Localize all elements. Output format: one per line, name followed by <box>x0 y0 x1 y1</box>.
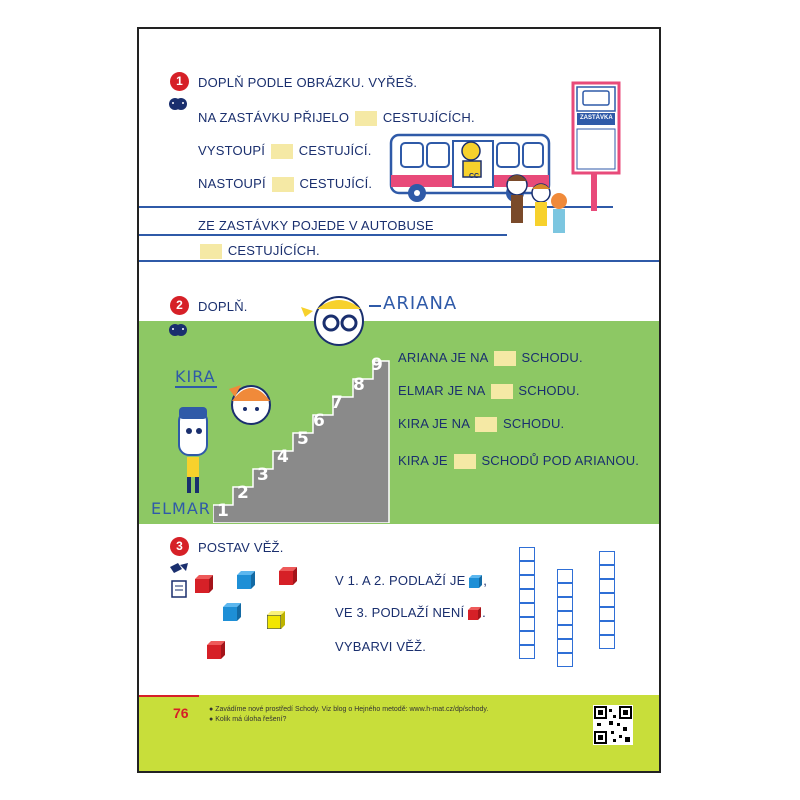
theatre-masks-icon <box>168 323 188 337</box>
footer-accent-line <box>139 695 199 697</box>
step-number: 5 <box>297 429 309 449</box>
answer-blank[interactable] <box>271 144 293 159</box>
task-1-number: 1 <box>170 72 189 91</box>
kira-character <box>221 371 281 431</box>
blue-cube-icon <box>223 603 241 621</box>
question-end: SCHODŮ POD ARIANOU. <box>481 453 640 468</box>
tower-cell[interactable] <box>599 635 615 649</box>
bus-badge: CC <box>469 173 480 180</box>
task-1-line-5 <box>198 243 320 259</box>
task-1-line-5-end: CESTUJÍCÍCH. <box>227 243 320 258</box>
question-start: KIRA JE NA <box>398 416 470 431</box>
step-number: 7 <box>331 393 343 413</box>
task-1-line-4: ZE ZASTÁVKY POJEDE V AUTOBUSE <box>198 218 434 233</box>
tower-cell[interactable] <box>599 565 615 579</box>
task-3-line-1-end: , <box>483 573 488 588</box>
task-1-line-3 <box>198 176 372 192</box>
red-cube-icon <box>207 641 225 659</box>
tower-cell[interactable] <box>519 603 535 617</box>
tower-cell[interactable] <box>519 561 535 575</box>
page-number: 76 <box>173 705 189 721</box>
answer-blank[interactable] <box>272 177 294 192</box>
task-1-line-2 <box>198 143 372 159</box>
qr-code-icon[interactable] <box>593 705 633 745</box>
bus-stop-sign <box>569 79 625 214</box>
step-number: 9 <box>371 355 383 375</box>
tower-cell[interactable] <box>557 611 573 625</box>
task-2-question-4 <box>398 453 639 469</box>
task-3-number: 3 <box>170 537 189 556</box>
theatre-masks-icon <box>168 97 188 111</box>
task-2-question-3 <box>398 416 564 432</box>
tower-cell[interactable] <box>519 617 535 631</box>
footer-note-1-text: Zavádíme nové prostředí Schody. Viz blog o Hejného metodě: www.h-mat.cz/dp/schody. <box>215 706 489 713</box>
tower-cell[interactable] <box>519 589 535 603</box>
tower-cell[interactable] <box>599 551 615 565</box>
label-elmar: ELMAR <box>151 499 211 518</box>
tower-cell[interactable] <box>599 607 615 621</box>
step-number: 4 <box>277 447 289 467</box>
task-1-line-2-end: CESTUJÍCÍ. <box>298 143 372 158</box>
task-1-title: DOPLŇ PODLE OBRÁZKU. VYŘEŠ. <box>198 75 418 90</box>
task-3-line-2-start: VE 3. PODLAŽÍ NENÍ <box>335 605 465 620</box>
tower-cell[interactable] <box>599 621 615 635</box>
tower-cell[interactable] <box>519 645 535 659</box>
task-3-line-3: VYBARVI VĚŽ. <box>335 639 427 654</box>
red-cube-icon <box>468 607 482 621</box>
question-start: KIRA JE <box>398 453 448 468</box>
footer-note-1: ● Zavádíme nové prostředí Schody. Viz blog o Hejného metodě: www.h-mat.cz/dp/schody. <box>209 706 489 713</box>
arrow-ariana <box>369 305 381 307</box>
task-1-line-3-end: CESTUJÍCÍ. <box>299 176 373 191</box>
road-line-bottom <box>139 260 659 262</box>
tower-cell[interactable] <box>519 631 535 645</box>
bus-stop-label: ZASTÁVKA <box>580 115 613 121</box>
tower-cell[interactable] <box>557 639 573 653</box>
road-line-middle <box>139 234 507 236</box>
elmar-character <box>169 401 223 501</box>
tower-cell[interactable] <box>519 547 535 561</box>
answer-blank[interactable] <box>494 351 516 366</box>
task-2-number: 2 <box>170 296 189 315</box>
step-number: 3 <box>257 465 269 485</box>
yellow-cube-icon <box>267 611 285 629</box>
task-2-title: DOPLŇ. <box>198 299 248 314</box>
question-start: ELMAR JE NA <box>398 383 485 398</box>
tower-cell[interactable] <box>557 583 573 597</box>
task-2-question-1 <box>398 350 583 366</box>
task-3-line-1 <box>335 573 487 589</box>
task-3-line-2 <box>335 605 486 621</box>
ariana-character <box>299 287 389 357</box>
tower-cell[interactable] <box>557 625 573 639</box>
arrow-kira <box>175 386 217 388</box>
task-1-line-1-end: CESTUJÍCÍCH. <box>382 110 475 125</box>
step-number: 1 <box>217 501 229 521</box>
red-cube-icon <box>279 567 297 585</box>
task-3-line-1-start: V 1. A 2. PODLAŽÍ JE <box>335 573 466 588</box>
label-ariana: ARIANA <box>383 293 458 314</box>
step-number: 2 <box>237 483 249 503</box>
task-3-line-2-end: . <box>482 605 486 620</box>
answer-blank[interactable] <box>355 111 377 126</box>
answer-blank[interactable] <box>454 454 476 469</box>
step-number: 6 <box>313 411 325 431</box>
question-end: SCHODU. <box>518 383 580 398</box>
tower-cell[interactable] <box>557 653 573 667</box>
question-start: ARIANA JE NA <box>398 350 488 365</box>
build-and-draw-icon <box>168 561 190 601</box>
workbook-page <box>137 27 661 773</box>
tower-cell[interactable] <box>519 575 535 589</box>
task-1-line-1 <box>198 110 475 126</box>
question-end: SCHODU. <box>503 416 565 431</box>
waiting-passengers-illustration <box>499 169 569 254</box>
answer-blank[interactable] <box>475 417 497 432</box>
task-2-question-2 <box>398 383 580 399</box>
task-1-line-3-start: NASTOUPÍ <box>198 176 266 191</box>
tower-cell[interactable] <box>557 597 573 611</box>
task-1-line-2-start: VYSTOUPÍ <box>198 143 266 158</box>
footer-note-2: ● Kolik má úloha řešení? <box>209 716 287 723</box>
question-end: SCHODU. <box>521 350 583 365</box>
footer-note-2-text: Kolik má úloha řešení? <box>215 716 287 723</box>
answer-blank[interactable] <box>491 384 513 399</box>
label-kira: KIRA <box>175 367 216 386</box>
tower-cell[interactable] <box>599 579 615 593</box>
task-3-title: POSTAV VĚŽ. <box>198 540 284 555</box>
blue-cube-icon <box>237 571 255 589</box>
step-number: 8 <box>353 375 365 395</box>
tower-cell[interactable] <box>557 569 573 583</box>
tower-cell[interactable] <box>599 593 615 607</box>
blue-cube-icon <box>469 575 483 589</box>
red-cube-icon <box>195 575 213 593</box>
task-1-line-1-start: NA ZASTÁVKU PŘIJELO <box>198 110 350 125</box>
answer-blank[interactable] <box>200 244 222 259</box>
